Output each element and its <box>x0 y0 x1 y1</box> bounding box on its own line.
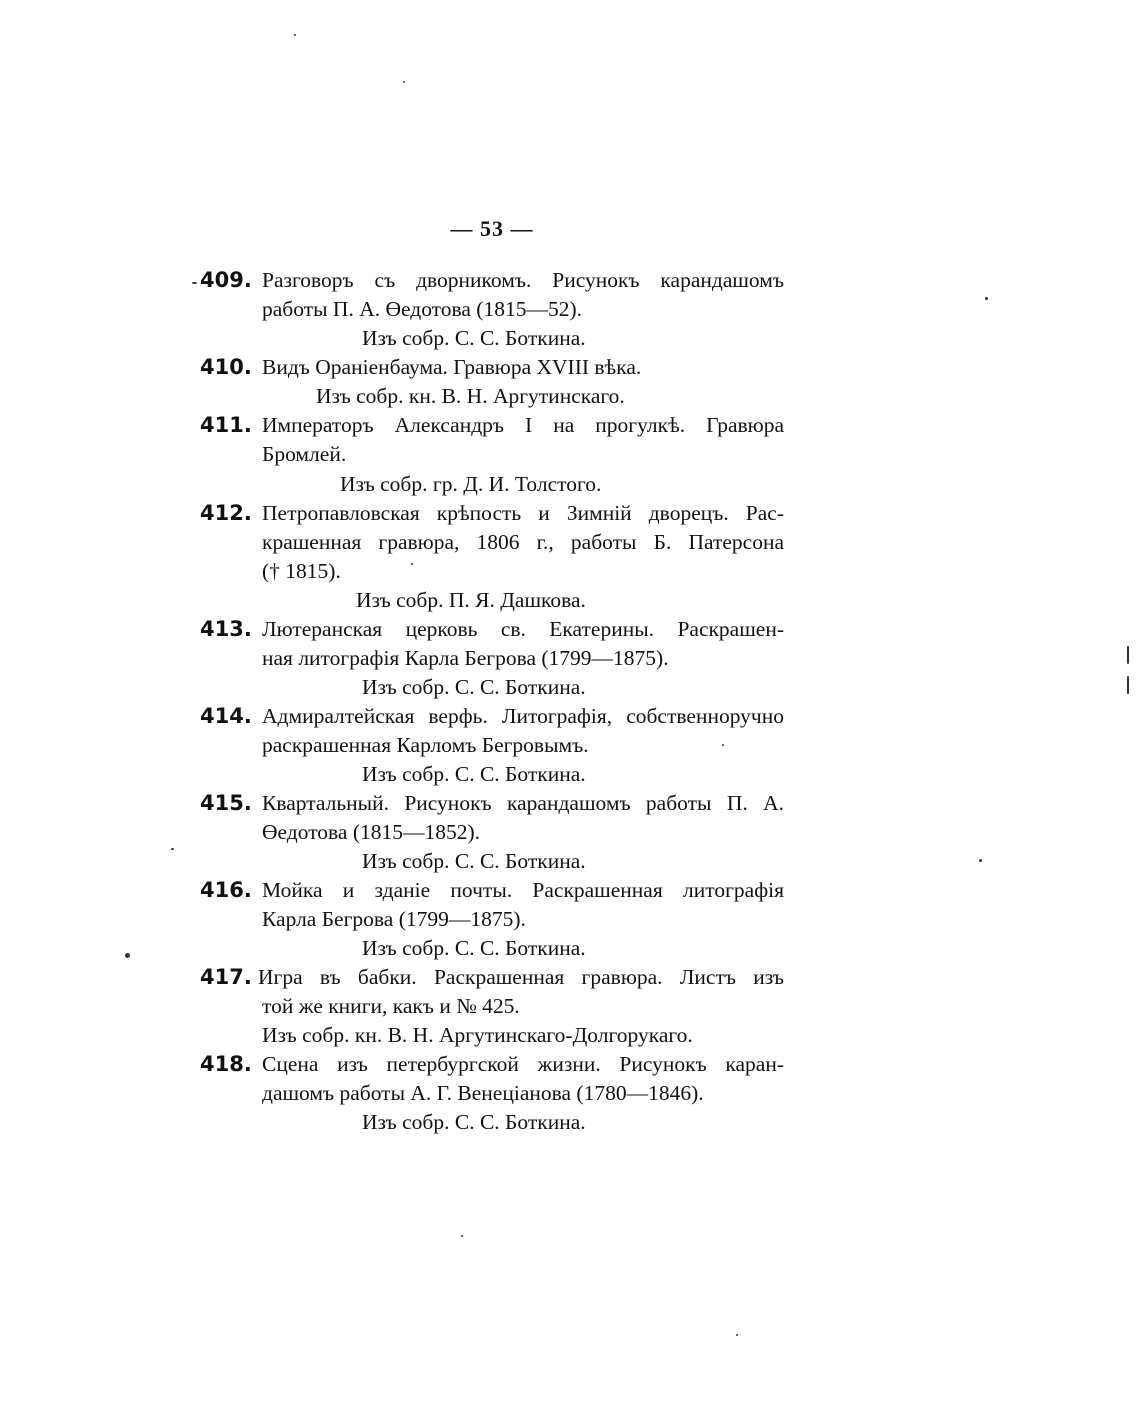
entry-text-line: Мойка и зданіе почты. Раскрашенная литографія <box>262 878 784 902</box>
scan-speck <box>1127 676 1129 694</box>
entry-number: 409. <box>200 268 252 292</box>
entry-text-line: раскрашенная Карломъ Бегровымъ. <box>262 733 589 757</box>
entry-number: 412. <box>200 501 252 525</box>
scan-speck <box>125 953 130 958</box>
scan-speck <box>192 282 197 284</box>
entry-source: Изъ собр. С. С. Боткина. <box>362 326 586 350</box>
entry-text-line: Квартальный. Рисунокъ карандашомъ работы П. А. <box>262 791 784 815</box>
scan-speck <box>979 859 982 862</box>
entry-source: Изъ собр. С. С. Боткина. <box>362 936 586 960</box>
entry-text-line: Императоръ Александръ I на прогулкѣ. Гравюра <box>262 413 784 437</box>
entry-text-line: Өедотова (1815—1852). <box>262 820 481 844</box>
entry-number: 415. <box>200 791 252 815</box>
entry-source: Изъ собр. гр. Д. И. Толстого. <box>340 472 602 496</box>
entry-text-line: ная литографія Карла Бегрова (1799—1875). <box>262 646 669 670</box>
scan-speck <box>1127 646 1129 664</box>
entry-source: Изъ собр. П. Я. Дашкова. <box>356 588 586 612</box>
entry-number: 414. <box>200 704 252 728</box>
scan-speck <box>171 848 174 850</box>
entry-text-line: работы П. А. Өедотова (1815—52). <box>262 297 583 321</box>
entry-number: 417. <box>200 965 252 989</box>
entry-text-line: Разговоръ съ дворникомъ. Рисунокъ карандашомъ <box>262 268 784 292</box>
entry-source: Изъ собр. кн. В. Н. Аргутинскаго. <box>316 384 625 408</box>
entry-text-line: дашомъ работы А. Г. Венеціанова (1780—1846). <box>262 1081 704 1105</box>
entry-text-line: крашенная гравюра, 1806 г., работы Б. Патерсона <box>262 530 784 554</box>
entry-source: Изъ собр. кн. В. Н. Аргутинскаго-Долгорукаго. <box>262 1023 693 1047</box>
page-number: — 53 — <box>450 216 534 241</box>
scan-speck <box>411 563 413 565</box>
entry-number: 418. <box>200 1052 252 1076</box>
entry-text-line: Петропавловская крѣпость и Зимній дворецъ. Рас- <box>262 501 784 525</box>
entry-text-line: той же книги, какъ и № 425. <box>262 994 520 1018</box>
entry-text-line: († 1815). <box>262 559 341 583</box>
entry-number: 416. <box>200 878 252 902</box>
entry-number: 413. <box>200 617 252 641</box>
scan-speck <box>461 1235 463 1237</box>
entry-text-line: Карла Бегрова (1799—1875). <box>262 907 526 931</box>
scan-speck <box>736 1334 738 1336</box>
scan-speck <box>985 297 988 300</box>
entry-text-line: Видъ Ораніенбаума. Гравюра XVIII вѣка. <box>262 355 642 379</box>
entry-number: 411. <box>200 413 252 437</box>
entry-source: Изъ собр. С. С. Боткина. <box>362 849 586 873</box>
entry-text-line: Адмиралтейская верфь. Литографія, собственноручно <box>262 704 784 728</box>
entry-text-line: Лютеранская церковь св. Екатерины. Раскрашен- <box>262 617 784 641</box>
entry-text-line: Бромлей. <box>262 442 347 466</box>
scan-speck <box>403 81 405 83</box>
entry-source: Изъ собр. С. С. Боткина. <box>362 762 586 786</box>
entry-source: Изъ собр. С. С. Боткина. <box>362 675 586 699</box>
entry-number: 410. <box>200 355 252 379</box>
entry-source: Изъ собр. С. С. Боткина. <box>362 1110 586 1134</box>
entry-text-line: Игра въ бабки. Раскрашенная гравюра. Листъ изъ <box>258 965 784 989</box>
scan-speck <box>722 744 724 746</box>
entry-text-line: Сцена изъ петербургской жизни. Рисунокъ каран- <box>262 1052 784 1076</box>
scan-speck <box>294 34 296 36</box>
